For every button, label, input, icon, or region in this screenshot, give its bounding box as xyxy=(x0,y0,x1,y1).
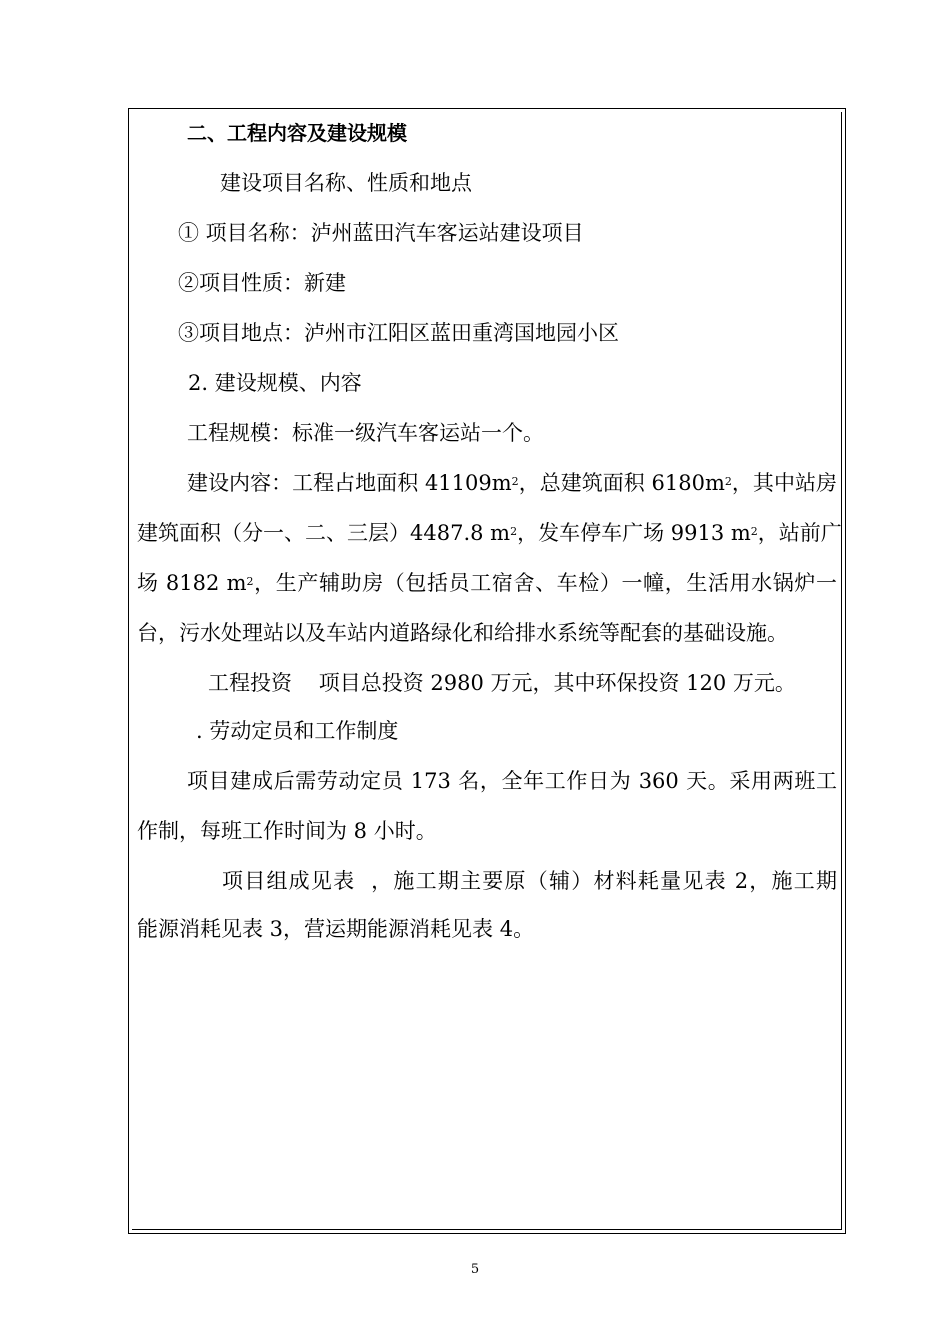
labor-line-1: 项目建成后需劳动定员 173 名，全年工作日为 360 天。采用两班工 xyxy=(187,769,837,793)
content-line-1-b: ，总建筑面积 6180m xyxy=(518,471,725,495)
sub-heading: 建设项目名称、性质和地点 xyxy=(220,171,472,195)
labor-heading: . 劳动定员和工作制度 xyxy=(196,719,399,743)
investment-line: 工程投资 项目总投资 2980 万元，其中环保投资 120 万元。 xyxy=(208,671,796,695)
content-line-2-a: 建筑面积（分一、二、三层）4487.8 m xyxy=(137,521,511,545)
content-line-2-b: ，发车停车广场 9913 m xyxy=(517,521,751,545)
content-line-3-b: ，生产辅助房（包括员工宿舍、车检）一幢，生活用水锅炉一 xyxy=(253,571,837,595)
labor-line-2: 作制，每班工作时间为 8 小时。 xyxy=(137,819,437,843)
tables-note-line-1: 项目组成见表 ，施工期主要原（辅）材料耗量见表 2，施工期 xyxy=(222,869,837,893)
section-heading: 二、工程内容及建设规模 xyxy=(187,121,407,145)
superscript: 2 xyxy=(510,525,518,538)
project-name: ① 项目名称：泸州蓝田汽车客运站建设项目 xyxy=(178,221,584,245)
scale-heading: 2. 建设规模、内容 xyxy=(188,371,362,395)
content-line-2-c: ，站前广 xyxy=(757,521,842,545)
superscript: 2 xyxy=(724,475,732,488)
tables-note-line-2: 能源消耗见表 3，营运期能源消耗见表 4。 xyxy=(137,917,535,941)
content-line-2 xyxy=(137,518,842,548)
content-line-3-a: 场 8182 m xyxy=(137,571,247,595)
page-number: 5 xyxy=(470,1262,480,1277)
content-line-3 xyxy=(137,568,837,598)
content-line-1 xyxy=(187,468,837,498)
superscript: 2 xyxy=(750,525,758,538)
project-location: ③项目地点：泸州市江阳区蓝田重湾国地园小区 xyxy=(178,321,619,345)
content-line-4: 台，污水处理站以及车站内道路绿化和给排水系统等配套的基础设施。 xyxy=(137,621,788,645)
content-line-1-a: 建设内容：工程占地面积 41109m xyxy=(187,471,512,495)
superscript: 2 xyxy=(511,475,519,488)
superscript: 2 xyxy=(246,575,254,588)
content-line-1-c: ，其中站房 xyxy=(731,471,838,495)
scale-line: 工程规模：标准一级汽车客运站一个。 xyxy=(187,421,544,445)
project-nature: ②项目性质：新建 xyxy=(178,271,346,295)
